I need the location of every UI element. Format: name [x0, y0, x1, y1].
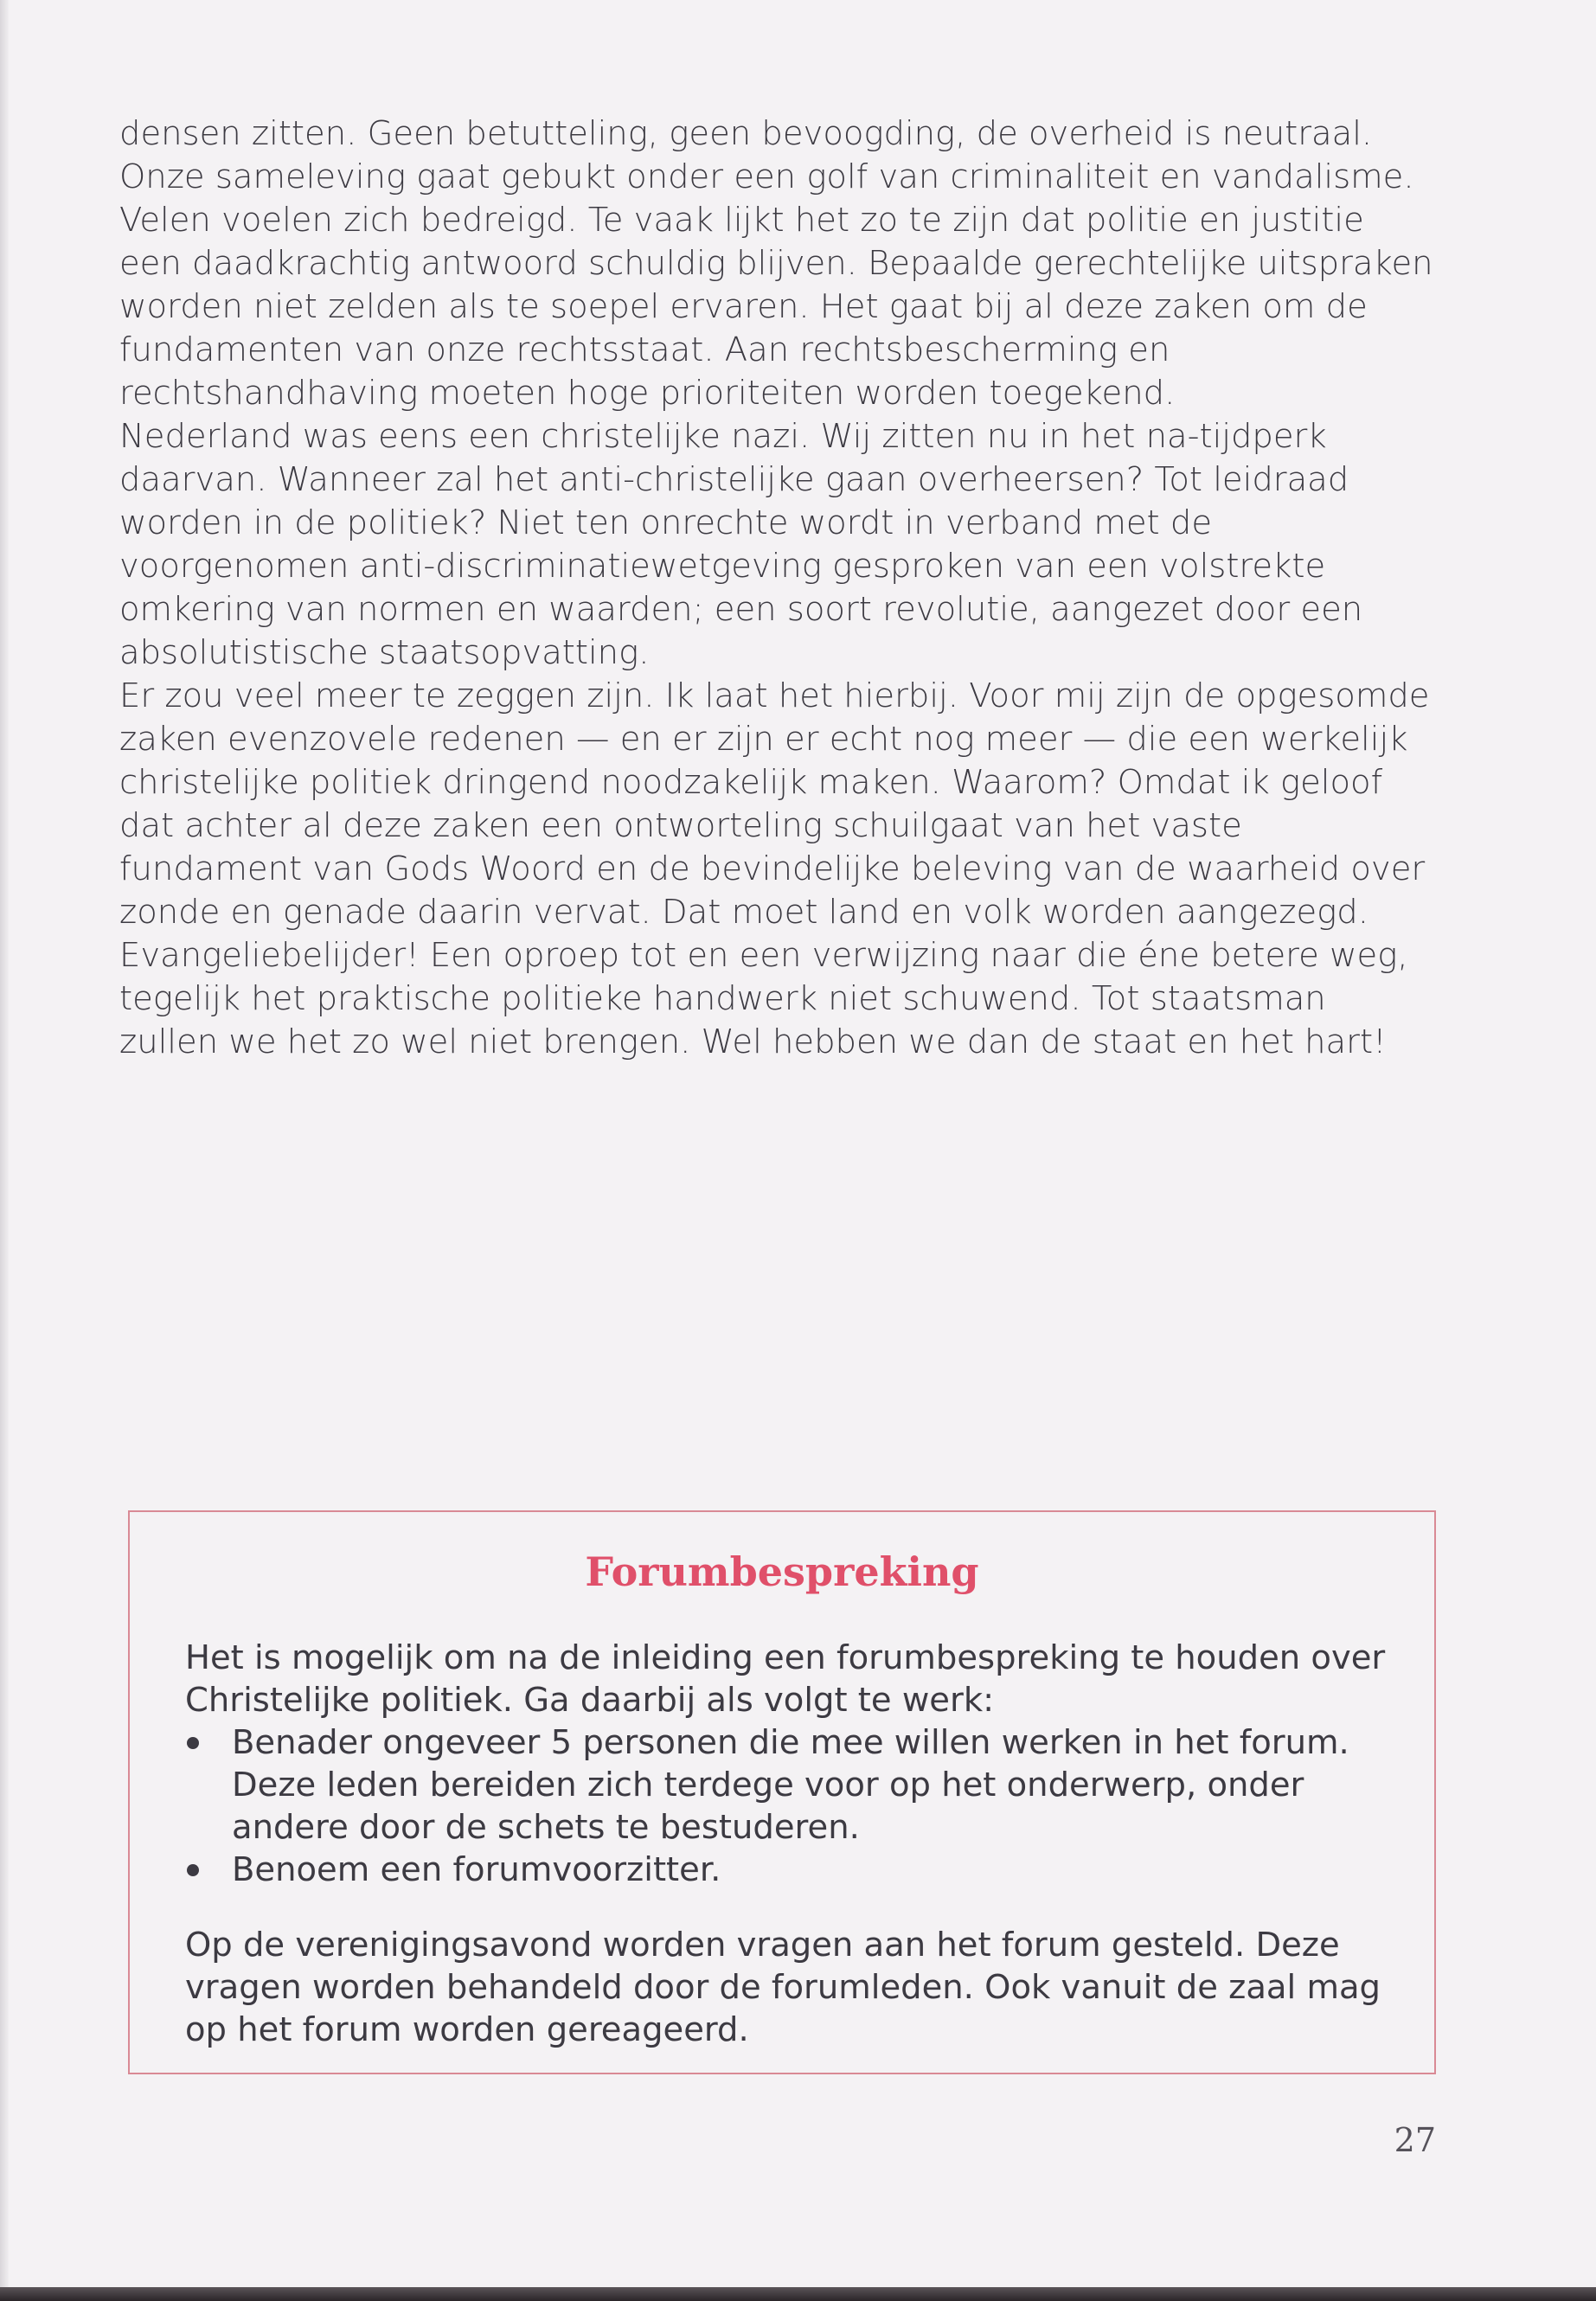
forum-item-2: Benoem een forumvoorzitter. — [232, 1850, 721, 1889]
page-bottom-edge — [0, 2287, 1596, 2301]
body-paragraph-1: densen zitten. Geen betutteling, geen bevoogding, de overheid is neutraal. Onze sameleving gaat gebukt onder een golf van criminaliteit en vandalisme. Velen voelen zich bedreigd. Te vaak lijkt het zo te zijn dat politie en justitie een daadkrachtig antwoord schuldig blijven. Bepaalde gerechtelijke uitspraken worden niet zelden als te soepel ervaren. Het gaat bij al deze zaken om de fundamenten van onze rechtsstaat. Aan rechtsbescherming en rechtshandhaving moeten hoge prioriteiten worden toegekend. — [119, 114, 1433, 413]
bullet-icon — [187, 1864, 199, 1876]
forum-closing: Op de verenigingsavond worden vragen aan het forum gesteld. Deze vragen worden behandeld door de forumleden. Ook vanuit de zaal mag op het forum worden gereageerd. — [185, 1926, 1381, 2049]
forum-item-1: Benader ongeveer 5 personen die mee willen werken in het forum. Deze leden bereiden zich terdege voor op het onderwerp, onder andere door de schets te bestuderen. — [232, 1723, 1349, 1847]
forum-title: Forumbespreking — [585, 1548, 979, 1595]
body-paragraph-3: Er zou veel meer te zeggen zijn. Ik laat het hierbij. Voor mij zijn de opgesomde zaken evenzovele redenen — en er zijn er echt nog meer — die een werkelijk christelijke politiek dringend noodzakelijk maken. Waarom? Omdat ik geloof dat achter al deze zaken een ontworteling schuilgaat van het vaste fundament van Gods Woord en de bevindelijke beleving van de waarheid over zonde en genade daarin vervat. Dat moet land en volk worden aangezegd. Evangeliebelijder! Een oproep tot en een verwijzing naar die éne betere weg, tegelijk het praktische politieke handwerk niet schuwend. Tot staatsman zullen we het zo wel niet brengen. Wel hebben we dan de staat en het hart! — [119, 676, 1430, 1061]
list-item — [185, 1849, 1396, 1891]
body-paragraph-2: Nederland was eens een christelijke nazi. Wij zitten nu in het na-tijdperk daarvan. Wanneer zal het anti-christelijke gaan overheersen? Tot leidraad worden in de politiek? Niet ten onrechte wordt in verband met de voorgenomen anti-discriminatiewetgeving gesproken van een volstrekte omkering van normen en waarden; een soort revolutie, aangezet door een absolutistische staatsopvatting. — [119, 417, 1363, 672]
page-number: 27 — [1394, 2121, 1436, 2159]
list-item — [185, 1721, 1396, 1849]
forum-box — [128, 1510, 1436, 2074]
body-text — [119, 112, 1434, 1064]
bullet-icon — [187, 1737, 199, 1749]
forum-text — [185, 1637, 1396, 2051]
forum-intro: Het is mogelijk om na de inleiding een forumbespreking te houden over Christelijke politiek. Ga daarbij als volgt te werk: — [185, 1638, 1386, 1720]
page-left-edge — [0, 0, 9, 2301]
forum-list — [185, 1721, 1396, 1891]
